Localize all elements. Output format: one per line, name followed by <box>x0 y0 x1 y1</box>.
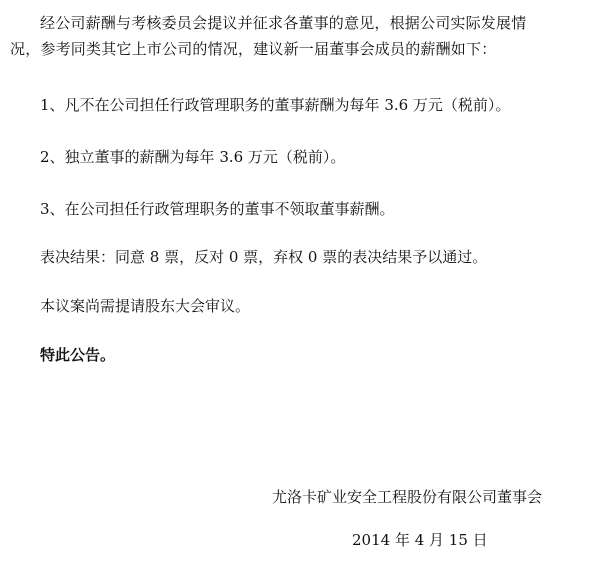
item-2: 2、独立董事的薪酬为每年 3.6 万元（税前）。 <box>40 148 346 166</box>
date: 2014 年 4 月 15 日 <box>352 531 488 549</box>
announcement: 特此公告。 <box>40 346 116 364</box>
signature: 尤洛卡矿业安全工程股份有限公司董事会 <box>272 488 543 506</box>
intro-line-1: 经公司薪酬与考核委员会提议并征求各董事的意见，根据公司实际发展情 <box>40 14 527 32</box>
submit-note: 本议案尚需提请股东大会审议。 <box>40 297 251 315</box>
intro-line-2: 况，参考同类其它上市公司的情况，建议新一届董事会成员的薪酬如下： <box>10 40 497 58</box>
vote-result: 表决结果：同意 8 票，反对 0 票，弃权 0 票的表决结果予以通过。 <box>40 248 488 266</box>
item-3: 3、在公司担任行政管理职务的董事不领取董事薪酬。 <box>40 200 395 218</box>
item-1: 1、凡不在公司担任行政管理职务的董事薪酬为每年 3.6 万元（税前）。 <box>40 96 511 114</box>
intro-paragraph <box>10 10 565 62</box>
